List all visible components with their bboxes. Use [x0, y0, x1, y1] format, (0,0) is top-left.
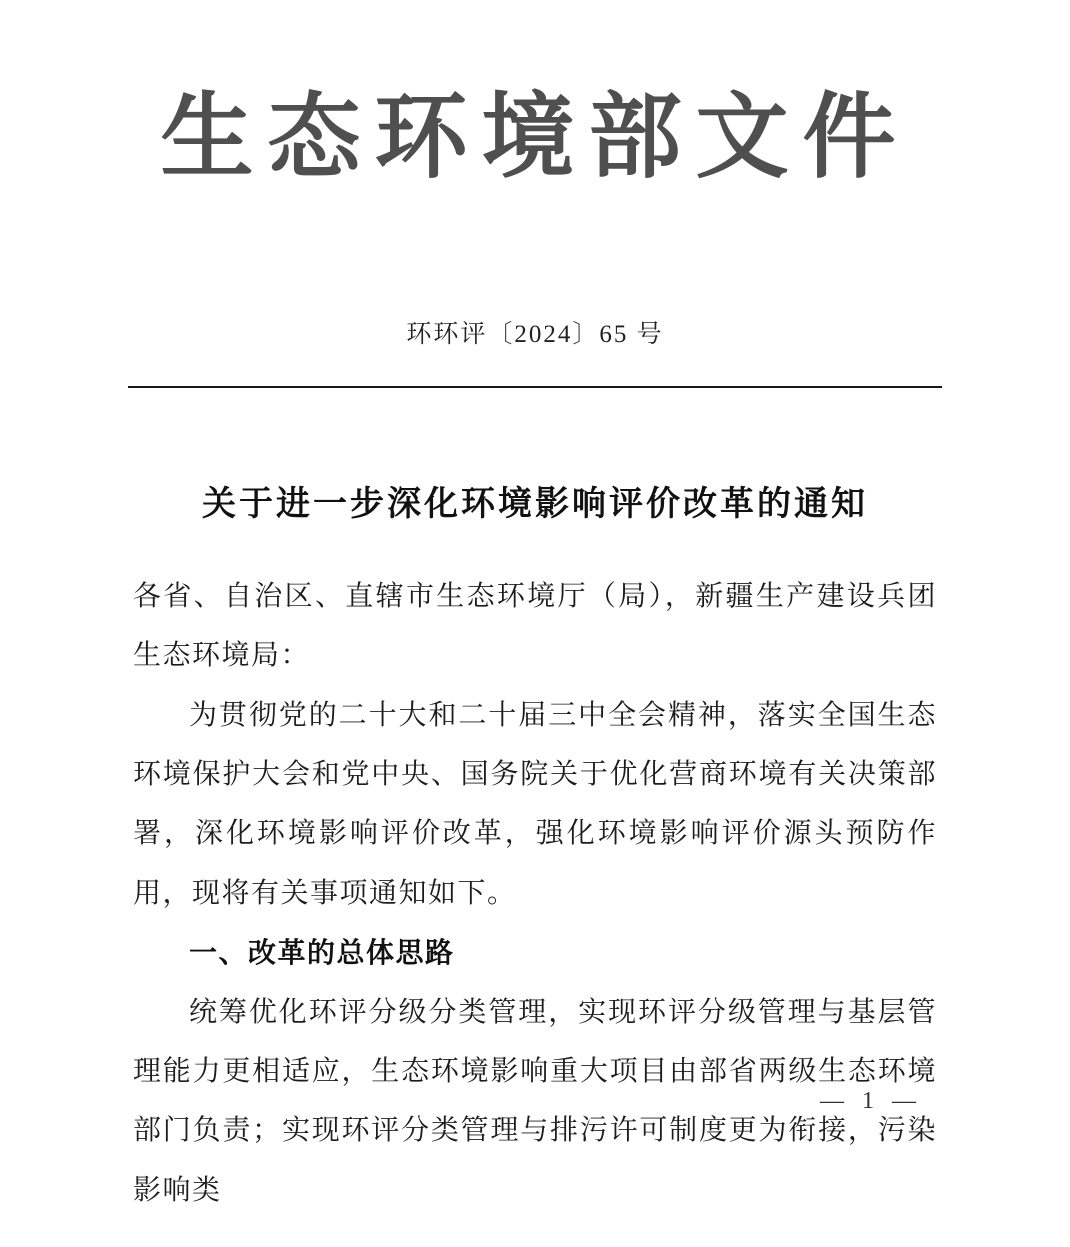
header-divider	[128, 386, 942, 388]
page-number: — 1 —	[820, 1088, 922, 1114]
document-body	[133, 567, 937, 1220]
intro-paragraph: 为贯彻党的二十大和二十届三中全会精神，落实全国生态环境保护大会和党中央、国务院关于优化营商环境有关决策部署，深化环境影响评价改革，强化环境影响评价源头预防作用，现将有关事项通知如下。	[133, 699, 937, 909]
section-paragraph: 统筹优化环评分级分类管理，实现环评分级管理与基层管理能力更相适应，生态环境影响重大项目由部省两级生态环境部门负责；实现环评分类管理与排污许可制度更为衔接，污染影响类	[133, 996, 937, 1206]
document-number: 环环评〔2024〕65 号	[406, 321, 664, 348]
document-title: 关于进一步深化环境影响评价改革的通知	[202, 486, 868, 523]
addressee-line: 各省、自治区、直辖市生态环境厅（局），新疆生产建设兵团生态环境局：	[133, 581, 937, 672]
section-heading: 一、改革的总体思路	[189, 937, 455, 969]
document-header-title: 生态环境部文件	[160, 87, 910, 190]
